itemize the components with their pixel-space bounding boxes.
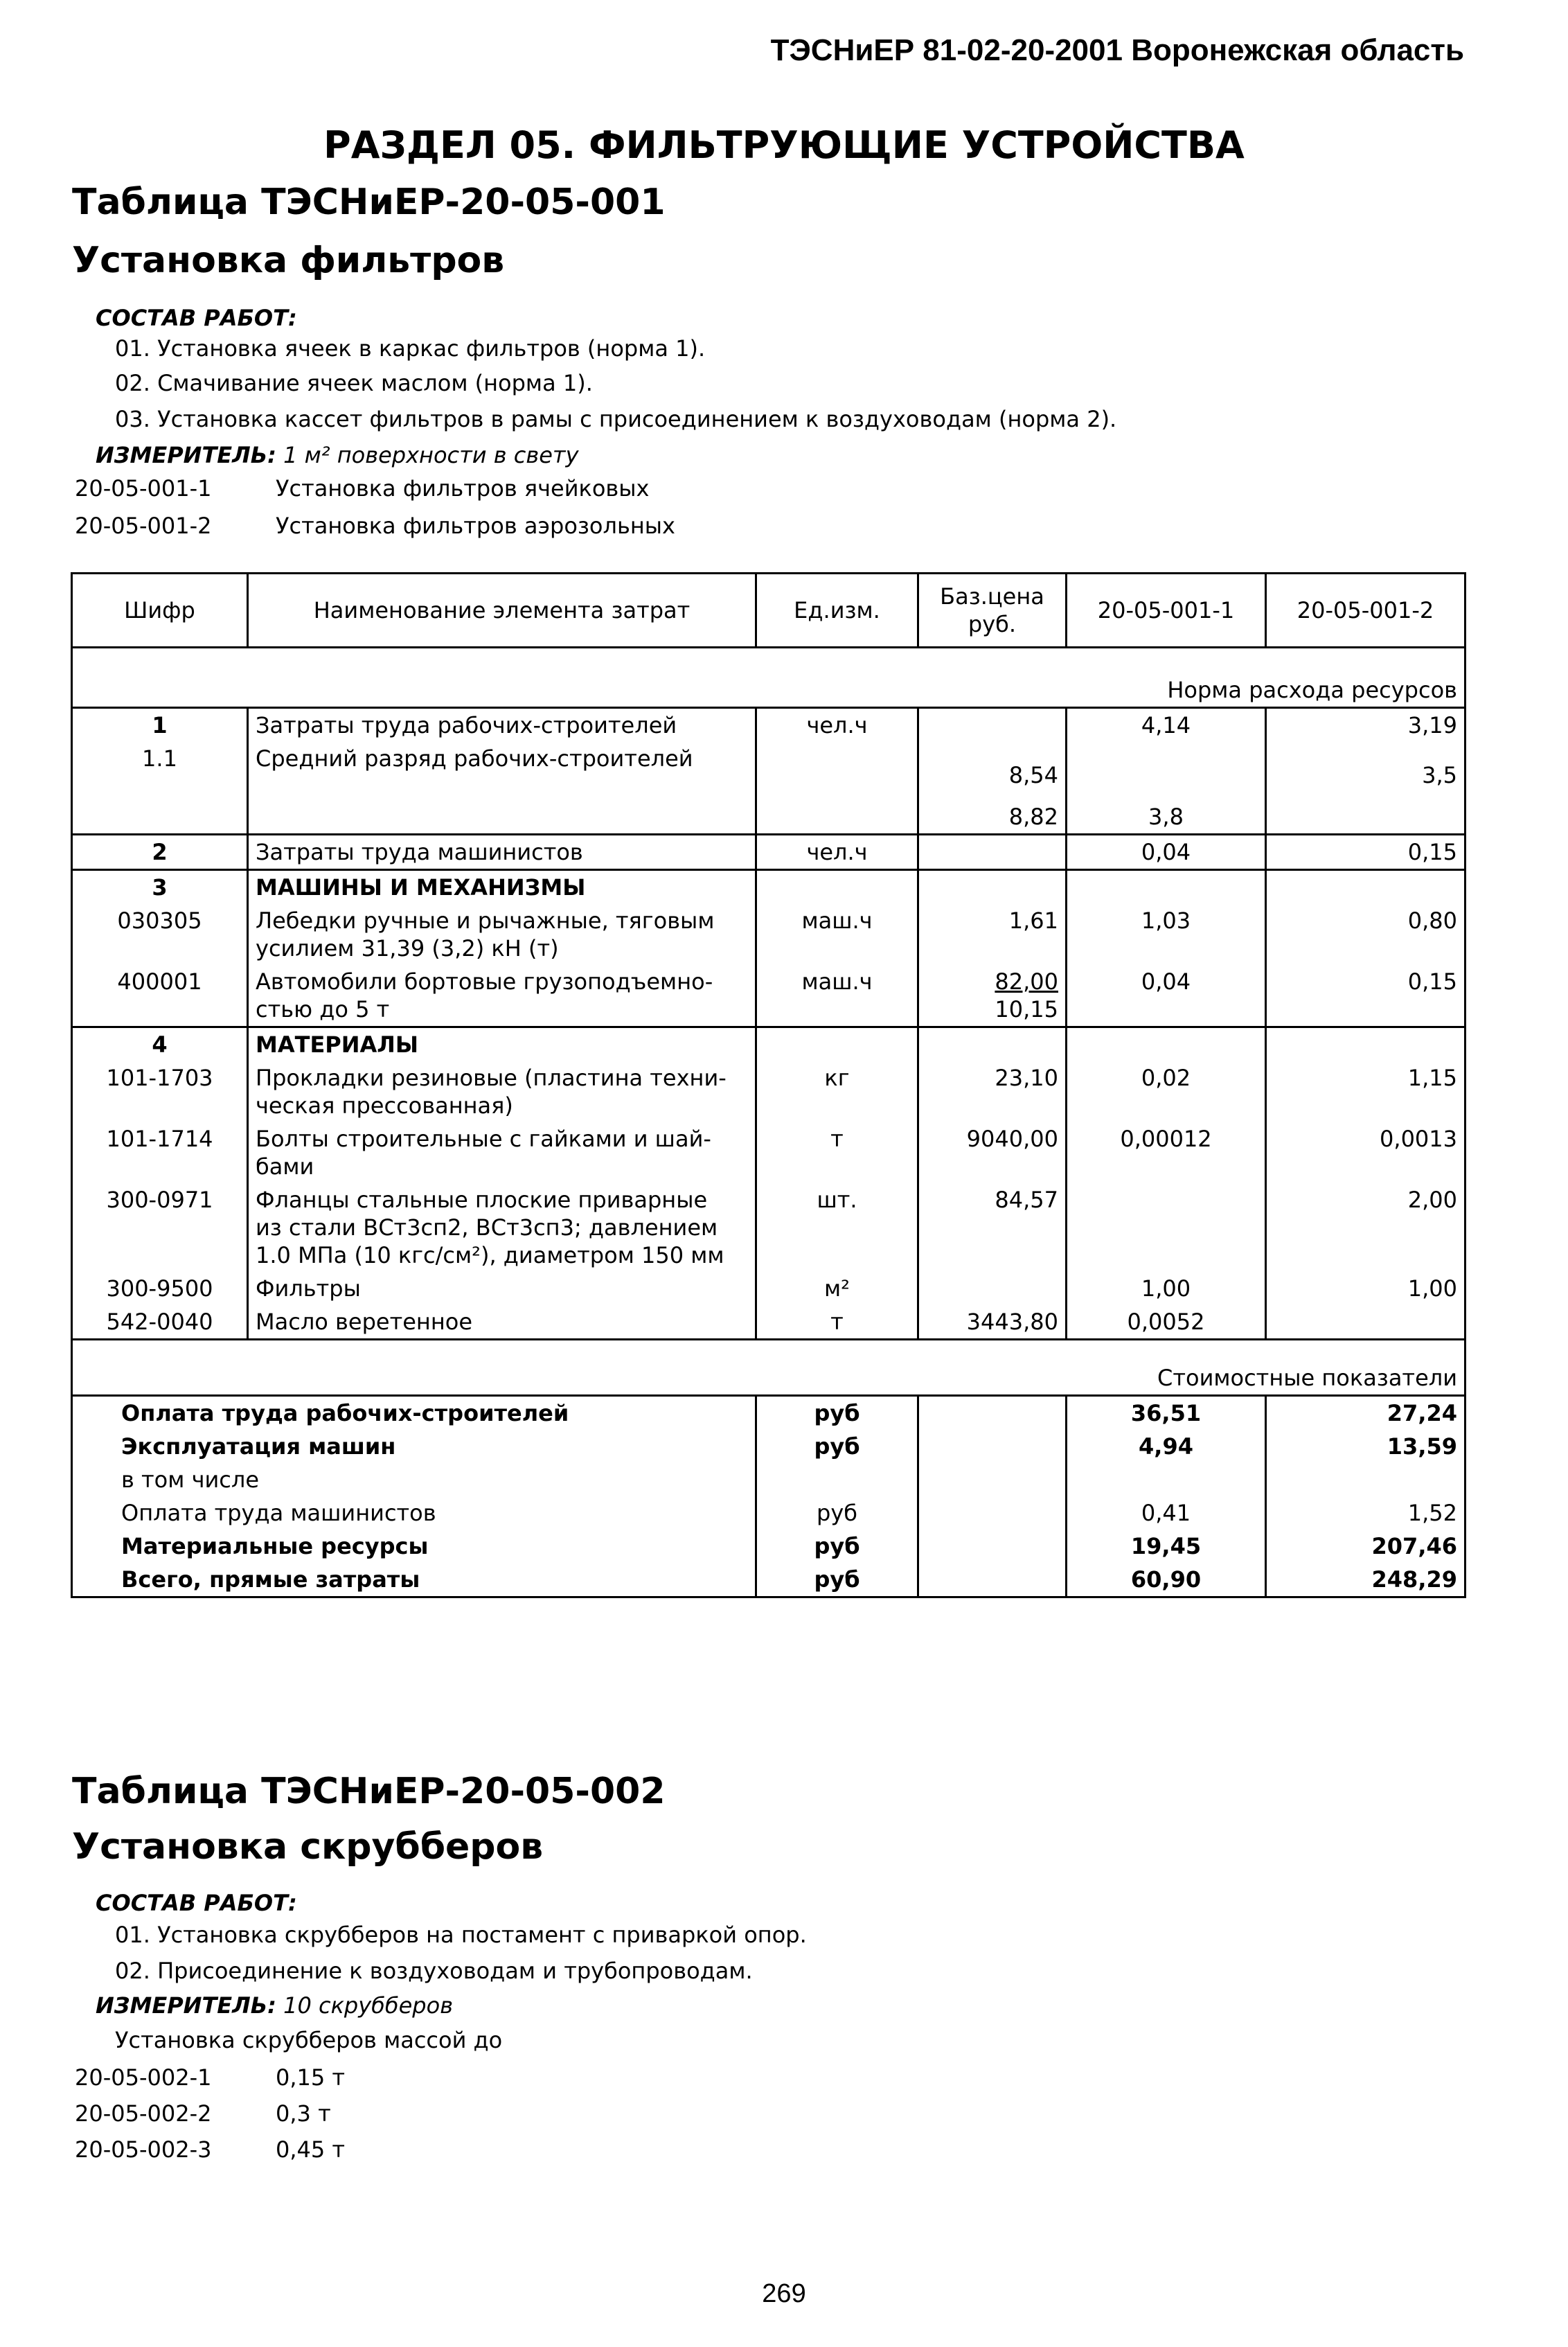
measure-label: ИЗМЕРИТЕЛЬ: (96, 442, 276, 468)
table-row: 542-0040 Масло веретенное т 3443,80 0,0052 (72, 1305, 1465, 1340)
norm-name: Установка фильтров ячейковых (276, 475, 650, 502)
table1-subtitle: Установка фильтров (72, 240, 505, 281)
table2-title: Таблица ТЭСНиЕР-20-05-002 (72, 1771, 666, 1812)
norm-name: Установка фильтров аэрозольных (276, 513, 675, 539)
cost-row: в том числе (72, 1463, 1465, 1496)
cost-caption: Стоимостные показатели (1067, 1340, 1465, 1396)
cost-row: Оплата труда машинистов руб 0,41 1,52 (72, 1496, 1465, 1530)
table2-subtitle: Установка скрубберов (72, 1826, 544, 1868)
table-header-row (72, 574, 1465, 648)
measure-line (96, 1992, 453, 2019)
norm-caption-row (72, 648, 1465, 708)
norm-code: 20-05-002-3 (75, 2136, 212, 2163)
norm-code: 20-05-002-2 (75, 2100, 212, 2127)
table-row: 030305 Лебедки ручные и рычажные, тяговым усилием 31,39 (3,2) кН (т) маш.ч 1,61 1,03 0,80 (72, 904, 1465, 965)
measure-value: 1 м² поверхности в свету (283, 442, 579, 468)
measure-value: 10 скрубберов (283, 1992, 454, 2019)
norm-intro: Установка скрубберов массой до (115, 2027, 503, 2053)
table-row: 2 Затраты труда машинистов чел.ч 0,04 0,15 (72, 835, 1465, 870)
work-item: 01. Установка скрубберов на постамент с приваркой опор. (115, 1922, 807, 1948)
work-item: 02. Присоединение к воздуховодам и трубопроводам. (115, 1958, 753, 1984)
col-header: Шифр (72, 574, 248, 648)
work-composition-label: СОСТАВ РАБОТ: (96, 305, 297, 331)
col-header: Наименование элемента затрат (248, 574, 756, 648)
work-item: 01. Установка ячеек в каркас фильтров (норма 1). (115, 335, 706, 362)
work-composition-label: СОСТАВ РАБОТ: (96, 1890, 297, 1916)
norm-name: 0,15 т (276, 2064, 346, 2091)
norm-name: 0,45 т (276, 2136, 346, 2163)
table1-title: Таблица ТЭСНиЕР-20-05-001 (72, 181, 666, 223)
resource-table (71, 572, 1466, 1598)
cost-row: Материальные ресурсы руб 19,45 207,46 (72, 1530, 1465, 1563)
page-number: 269 (762, 2279, 806, 2308)
running-header: ТЭСНиЕР 81-02-20-2001 Воронежская область (770, 33, 1464, 67)
table-row: 1 Затраты труда рабочих-строителей чел.ч 4,14 3,19 (72, 708, 1465, 743)
work-item: 02. Смачивание ячеек маслом (норма 1). (115, 370, 593, 396)
table-row: 3 МАШИНЫ И МЕХАНИЗМЫ (72, 870, 1465, 905)
measure-line (96, 442, 579, 468)
table-row: 400001 Автомобили бортовые грузоподъемно- стью до 5 т маш.ч 82,00 10,15 0,04 0,15 (72, 965, 1465, 1027)
section-title: РАЗДЕЛ 05. ФИЛЬТРУЮЩИЕ УСТРОЙСТВА (323, 123, 1245, 167)
table-row: 300-0971 Фланцы стальные плоские приварные из стали ВСт3сп2, ВСт3сп3; давлением 1.0 МПа (10 кгс/см²), диаметром 150 мм шт. 84,57 2,00 (72, 1183, 1465, 1272)
norm-code: 20-05-001-2 (75, 513, 212, 539)
table-row: 1.1 Средний разряд рабочих-строителей 8,54 8,82 3,8 3,5 (72, 742, 1465, 835)
cost-row: Эксплуатация машин руб 4,94 13,59 (72, 1430, 1465, 1463)
norm-caption: Норма расхода ресурсов (1067, 648, 1465, 708)
table-row: 4 МАТЕРИАЛЫ (72, 1027, 1465, 1062)
table-row: 300-9500 Фильтры м² 1,00 1,00 (72, 1272, 1465, 1305)
col-header: 20-05-001-2 (1266, 574, 1465, 648)
table-row: 101-1714 Болты строительные с гайками и шай- бами т 9040,00 0,00012 0,0013 (72, 1122, 1465, 1183)
cost-row: Оплата труда рабочих-строителей руб 36,51 27,24 (72, 1396, 1465, 1431)
col-header: 20-05-001-1 (1067, 574, 1266, 648)
measure-label: ИЗМЕРИТЕЛЬ: (96, 1992, 276, 2019)
col-header: Ед.изм. (756, 574, 918, 648)
work-item: 03. Установка кассет фильтров в рамы с присоединением к воздуховодам (норма 2). (115, 406, 1117, 432)
table-row: 101-1703 Прокладки резиновые (пластина техни- ческая прессованная) кг 23,10 0,02 1,15 (72, 1061, 1465, 1122)
norm-code: 20-05-001-1 (75, 475, 212, 502)
norm-code: 20-05-002-1 (75, 2064, 212, 2091)
cost-caption-row (72, 1340, 1465, 1396)
norm-name: 0,3 т (276, 2100, 331, 2127)
col-header: Баз.цена руб. (918, 574, 1067, 648)
cost-row: Всего, прямые затраты руб 60,90 248,29 (72, 1563, 1465, 1597)
